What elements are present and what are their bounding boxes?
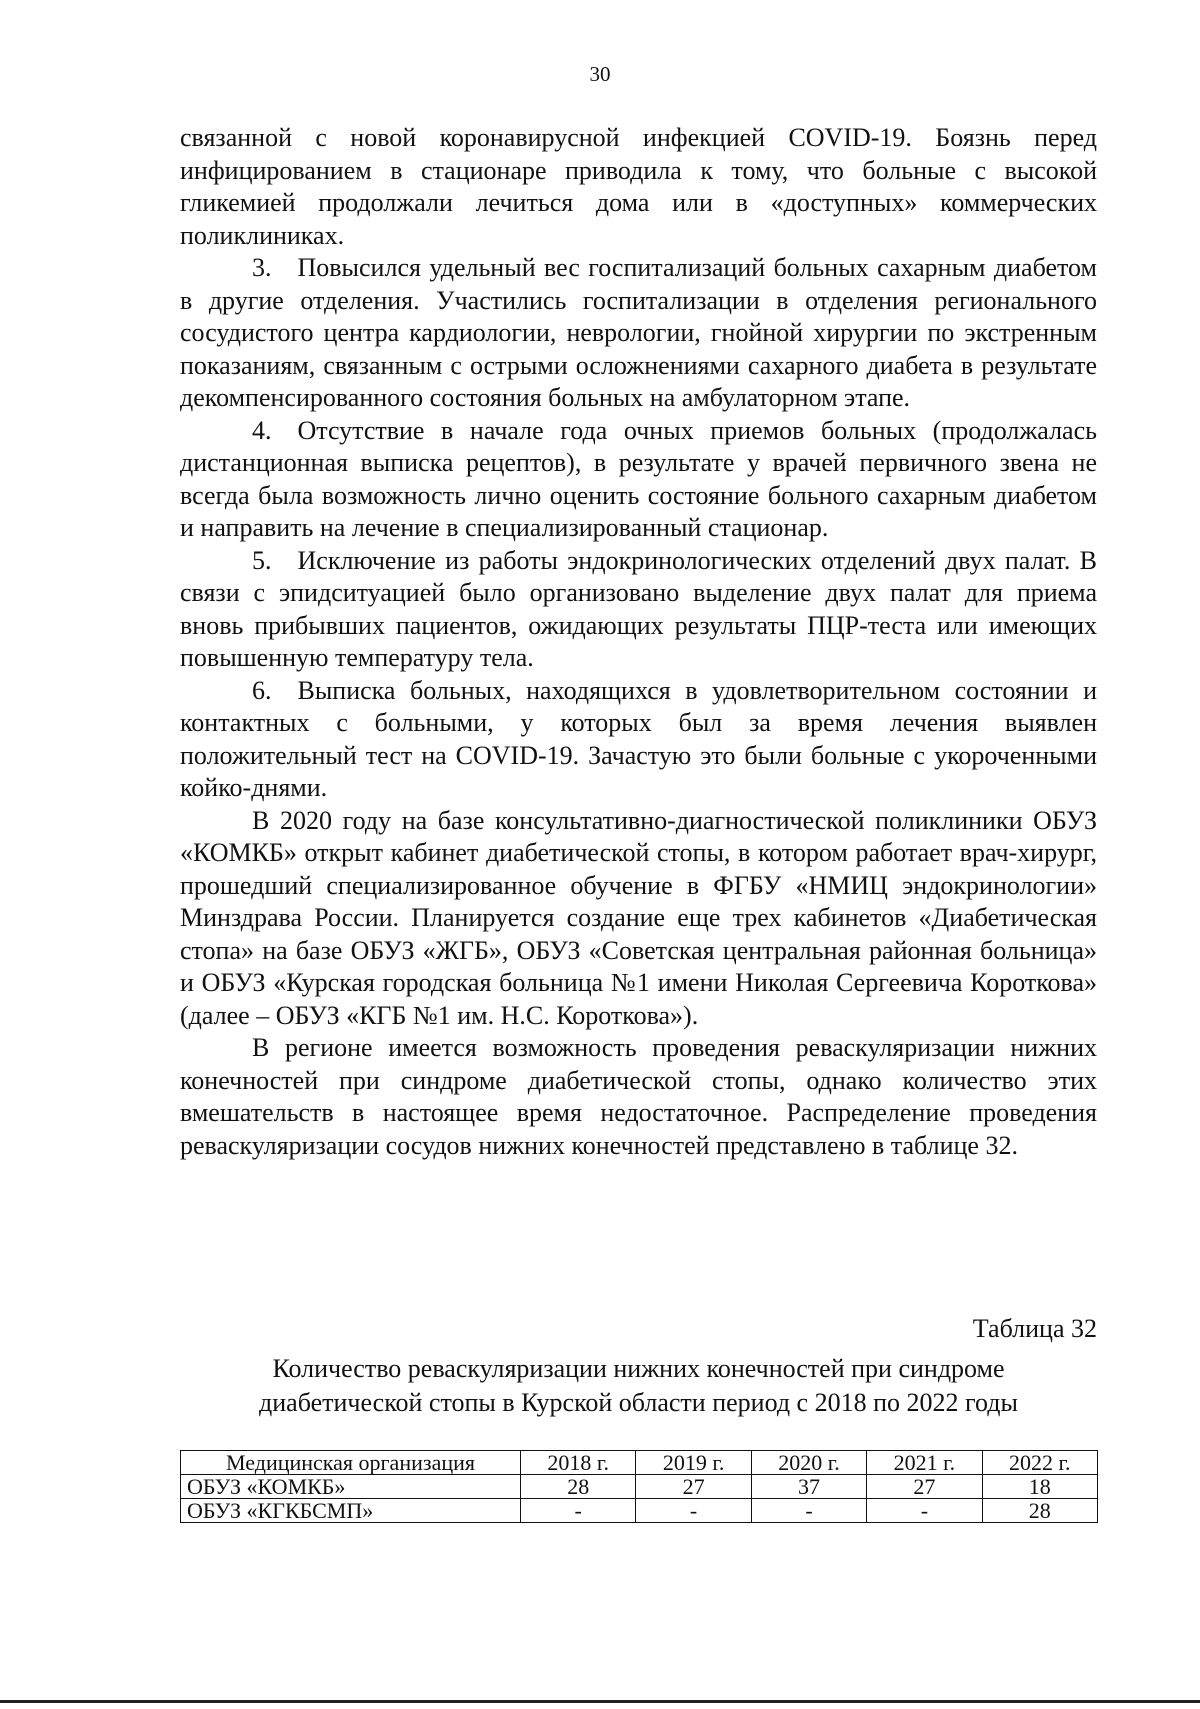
table-cell: - [636,1499,751,1523]
table-cell: - [867,1499,982,1523]
table-cell: 28 [521,1475,636,1499]
page-number: 30 [589,62,611,86]
scan-bottom-edge [0,1700,1200,1703]
paragraph-item-6: 6. Выписка больных, находящихся в удовлетворительном состоянии и контактных с больными, у которых был за время лечения выявлен положительный тест на COVID-19. Зачастую это были больные с укороченными койко-днями. [180,675,1097,802]
document-body [180,122,1097,1162]
table-label: Таблица 32 [972,1314,1097,1343]
table-cell: 27 [636,1475,751,1499]
table-caption-line: Количество реваскуляризации нижних конечностей при синдроме [272,1354,1005,1383]
table-caption [180,1352,1097,1420]
table-cell: - [751,1499,866,1523]
header-2022: 2022 г. [982,1451,1097,1475]
header-organization: Медицинская организация [181,1451,521,1475]
header-2020: 2020 г. [751,1451,866,1475]
paragraph-item-4: 4. Отсутствие в начале года очных приемов больных (продолжалась дистанционная выписка рецептов), в результате у врачей первичного звена не всегда была возможность лично оценить состояние больного сахарным диабетом и направить на лечение в специализированный стационар. [180,415,1097,542]
paragraph-revascularization: В регионе имеется возможность проведения реваскуляризации нижних конечностей при синдроме диабетической стопы, однако количество этих вмешательств в настоящее время недостаточное. Распределение проведения реваскуляризации сосудов нижних конечностей представлено в таблице 32. [180,1033,1097,1160]
table-cell: 27 [867,1475,982,1499]
header-2021: 2021 г. [867,1451,982,1475]
paragraph-diabetic-foot-cabinet: В 2020 году на базе консультативно-диагностической поликлиники ОБУЗ «КОМКБ» открыт кабинет диабетической стопы, в котором работает врач-хирург, прошедший специализированное обучение в ФГБУ «НМИЦ эндокринологии» Минздрава России. Планируется создание еще трех кабинетов «Диабетическая стопа» на базе ОБУЗ «ЖГБ», ОБУЗ «Советская центральная районная больница» и ОБУЗ «Курская городская больница №1 имени Николая Сергеевича Короткова» (далее – ОБУЗ «КГБ №1 им. Н.С. Короткова»). [180,805,1097,1030]
paragraph-item-5: 5. Исключение из работы эндокринологических отделений двух палат. В связи с эпидситуацией было организовано выделение двух палат для приема вновь прибывших пациентов, ожидающих результаты ПЦР-теста или имеющих повышенную температуру тела. [180,545,1097,672]
table-cell: 37 [751,1475,866,1499]
table-row [181,1499,1098,1523]
table-header-row [181,1451,1098,1475]
table-cell-organization: ОБУЗ «КГКБСМП» [181,1499,521,1523]
table-cell: 18 [982,1475,1097,1499]
revascularization-table [180,1450,1098,1523]
table-row [181,1475,1098,1499]
table-cell: 28 [982,1499,1097,1523]
table-cell-organization: ОБУЗ «КОМКБ» [181,1475,521,1499]
paragraph-covid-fear: связанной с новой коронавирусной инфекцией COVID-19. Боязнь перед инфицированием в стационаре приводила к тому, что больные с высокой гликемией продолжали лечиться дома или в «доступных» коммерческих поликлиниках. [180,123,1097,250]
header-2018: 2018 г. [521,1451,636,1475]
paragraph-item-3: 3. Повысился удельный вес госпитализаций больных сахарным диабетом в другие отделения. Участились госпитализации в отделения регионального сосудистого центра кардиологии, неврологии, гнойной хирургии по экстренным показаниям, связанным с острыми осложнениями сахарного диабета в результате декомпенсированного состояния больных на амбулаторном этапе. [180,253,1097,412]
table-caption-line: диабетической стопы в Курской области период с 2018 по 2022 годы [259,1388,1018,1417]
table-cell: - [521,1499,636,1523]
header-2019: 2019 г. [636,1451,751,1475]
